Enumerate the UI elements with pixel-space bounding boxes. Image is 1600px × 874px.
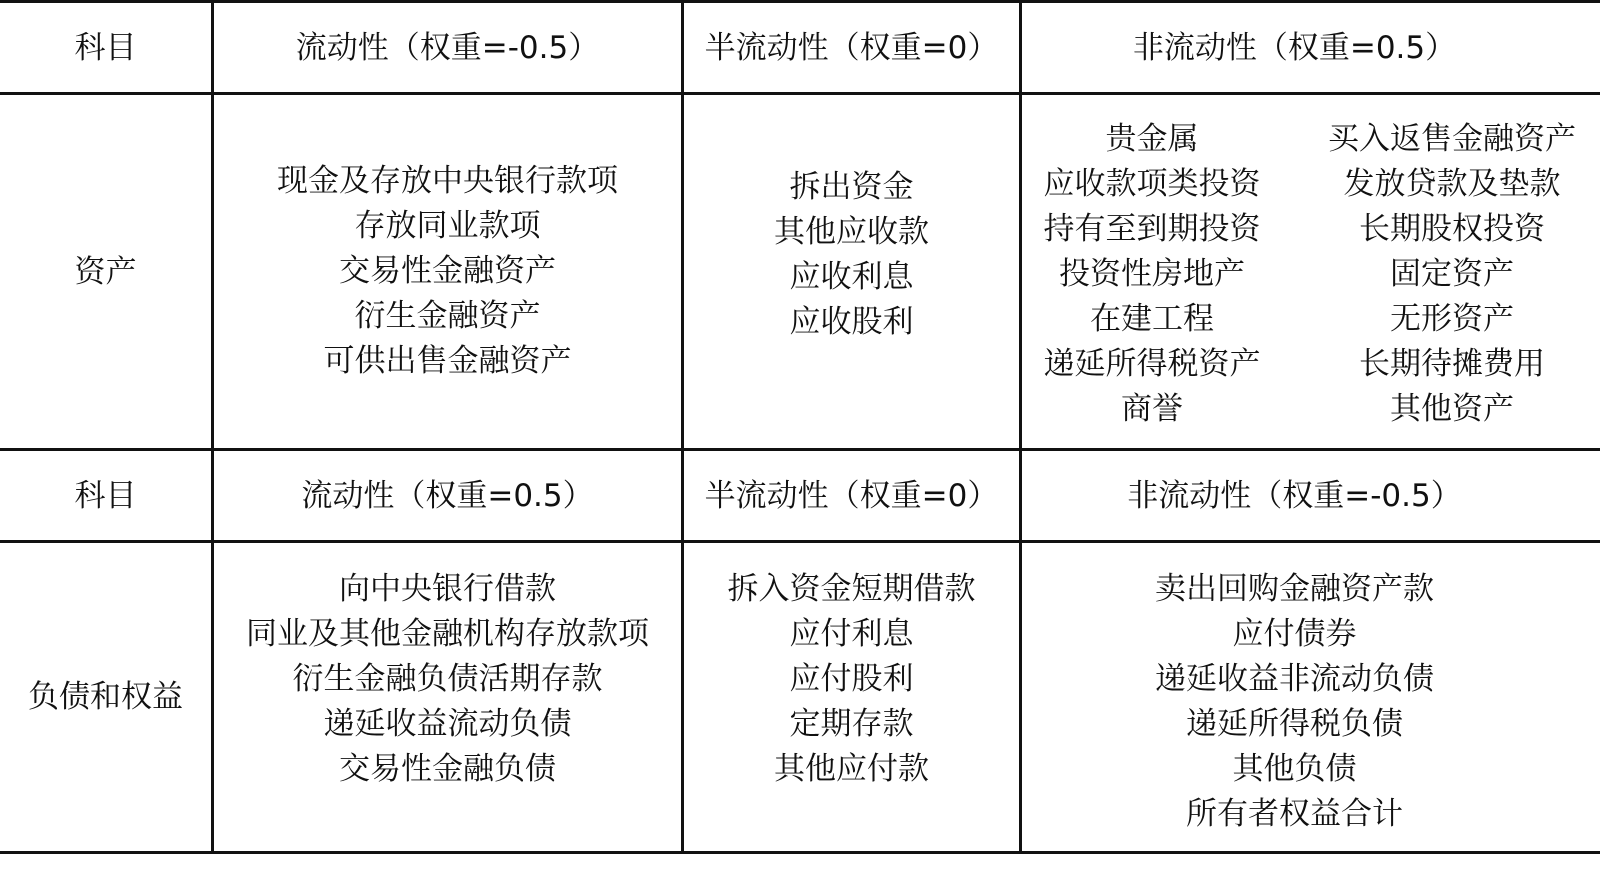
list-item: 交易性金融负债 <box>339 751 556 787</box>
liability-header-subject <box>0 451 211 540</box>
list-item: 递延收益非流动负债 <box>1155 661 1434 697</box>
row-label-text: 资产 <box>74 253 137 290</box>
list-item: 递延收益流动负债 <box>323 706 572 742</box>
list-item: 向中央银行借款 <box>339 571 556 607</box>
asset-header-semi-liquid <box>684 3 1019 92</box>
list-item: 持有至到期投资 <box>1043 211 1261 247</box>
list-item: 拆入资金短期借款 <box>727 571 976 607</box>
list-item: 投资性房地产 <box>1059 256 1245 292</box>
asset-non-liquid-cell <box>1022 117 1600 437</box>
list-item: 应收款项类投资 <box>1043 166 1261 202</box>
liability-header-semi-liquid <box>684 451 1019 540</box>
list-item: 应付股利 <box>789 661 914 697</box>
liability-row-label <box>0 543 211 851</box>
header-text: 半流动性（权重=0） <box>704 29 999 66</box>
list-item: 现金及存放中央银行款项 <box>277 163 618 199</box>
list-item: 可供出售金融资产 <box>323 343 572 379</box>
asset-header-subject <box>0 3 211 92</box>
asset-header-non-liquid <box>1022 3 1567 92</box>
list-item: 卖出回购金融资产款 <box>1155 571 1434 607</box>
header-text: 流动性（权重=-0.5） <box>295 29 600 66</box>
list-item: 交易性金融资产 <box>339 253 556 289</box>
liability-non-liquid-cell <box>1022 543 1567 851</box>
row-label-text: 负债和权益 <box>28 679 183 715</box>
list-item: 应收股利 <box>789 304 914 340</box>
header-text: 科目 <box>74 29 137 66</box>
header-text: 非流动性（权重=0.5） <box>1132 29 1457 66</box>
asset-semi-liquid-cell <box>684 95 1019 448</box>
list-item: 应付利息 <box>789 616 914 652</box>
list-item: 存放同业款项 <box>354 208 541 244</box>
list-item: 买入返售金融资产 <box>1328 121 1576 157</box>
list-item: 其他应付款 <box>774 751 929 787</box>
list-item: 衍生金融资产 <box>354 298 541 334</box>
list-item: 固定资产 <box>1390 256 1514 292</box>
list-item: 递延所得税资产 <box>1043 346 1261 382</box>
list-item: 其他负债 <box>1232 751 1357 787</box>
list-item: 贵金属 <box>1105 121 1199 157</box>
list-item: 所有者权益合计 <box>1186 796 1403 832</box>
header-text: 流动性（权重=0.5） <box>301 477 594 514</box>
header-text: 半流动性（权重=0） <box>704 477 999 514</box>
list-item: 同业及其他金融机构存放款项 <box>246 616 649 652</box>
asset-header-liquid <box>214 3 681 92</box>
list-item: 商誉 <box>1121 391 1183 427</box>
liability-header-liquid <box>214 451 681 540</box>
list-item: 拆出资金 <box>789 169 914 205</box>
liability-semi-liquid-cell <box>684 543 1019 851</box>
list-item: 应付债券 <box>1232 616 1357 652</box>
list-item: 定期存款 <box>789 706 914 742</box>
list-item: 无形资产 <box>1390 301 1514 337</box>
list-item: 其他资产 <box>1390 391 1514 427</box>
asset-row-label <box>0 95 211 448</box>
list-item: 发放贷款及垫款 <box>1343 166 1561 202</box>
list-item: 在建工程 <box>1090 301 1214 337</box>
liability-header-non-liquid <box>1022 451 1567 540</box>
list-item: 其他应收款 <box>774 214 929 250</box>
non-liquid-left-column <box>1028 117 1276 437</box>
list-item: 应收利息 <box>789 259 914 295</box>
header-text: 非流动性（权重=-0.5） <box>1127 477 1462 514</box>
non-liquid-right-column <box>1312 117 1592 437</box>
liability-liquid-cell <box>214 543 681 851</box>
list-item: 长期待摊费用 <box>1359 346 1545 382</box>
asset-liquid-cell <box>214 95 681 448</box>
table-rule <box>0 851 1600 854</box>
list-item: 衍生金融负债活期存款 <box>292 661 603 697</box>
header-text: 科目 <box>74 477 137 514</box>
list-item: 递延所得税负债 <box>1186 706 1403 742</box>
list-item: 长期股权投资 <box>1359 211 1545 247</box>
